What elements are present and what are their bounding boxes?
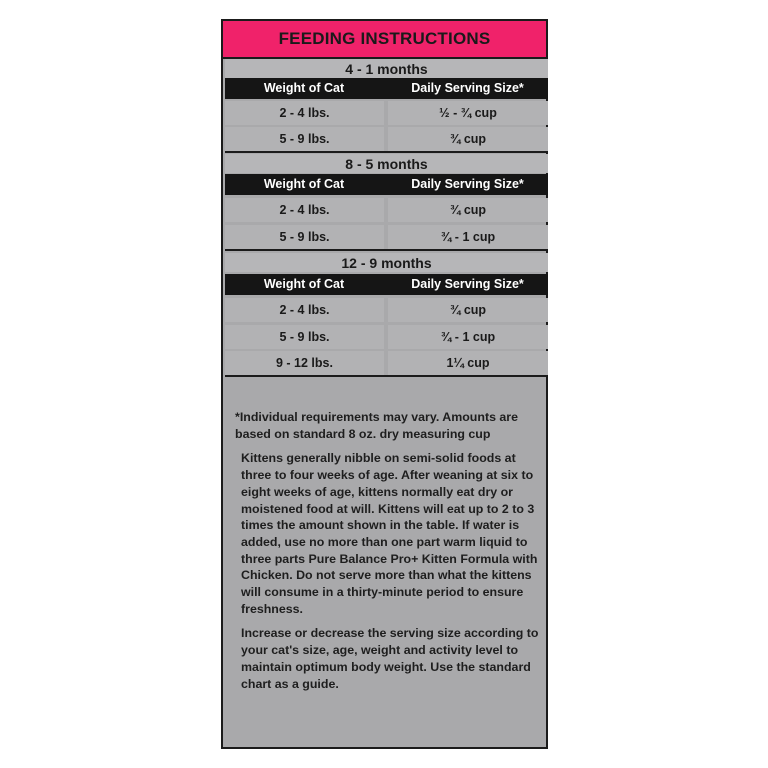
table-row [225, 127, 548, 151]
serving-cell: ¾ - 1 cup [388, 225, 548, 249]
weight-cell: 2 - 4 lbs. [225, 198, 384, 222]
column-header-row [225, 174, 548, 195]
weight-column-header: Weight of Cat [263, 81, 345, 95]
weight-cell: 9 - 12 lbs. [225, 351, 384, 375]
weight-cell: 5 - 9 lbs. [225, 225, 384, 249]
weight-cell: 5 - 9 lbs. [225, 325, 384, 349]
serving-column-header: Daily Serving Size* [411, 277, 524, 291]
serving-column-header: Daily Serving Size* [411, 177, 524, 191]
serving-cell: ¾ cup [388, 298, 548, 322]
table-row [225, 351, 548, 375]
column-header-row [225, 78, 548, 99]
row-divider [225, 375, 548, 377]
serving-cell: 1¼ cup [388, 351, 548, 375]
table-row [225, 225, 548, 249]
row-divider [225, 249, 548, 251]
table-row [225, 198, 548, 222]
serving-cell: ¾ cup [388, 198, 548, 222]
weight-column-header: Weight of Cat [263, 177, 345, 191]
weight-column-header: Weight of Cat [263, 277, 345, 291]
footnote: *Individual requirements may vary. Amounts are based on standard 8 oz. dry measuring cup [235, 410, 519, 441]
age-range-title: 12 - 9 months [225, 253, 548, 272]
age-range-title: 8 - 5 months [225, 154, 548, 173]
feeding-notes [235, 409, 541, 700]
serving-cell: ¾ cup [388, 127, 548, 151]
table-row [225, 298, 548, 322]
feeding-instructions-panel [221, 19, 548, 749]
serving-cell: ¾ - 1 cup [388, 325, 548, 349]
weight-cell: 5 - 9 lbs. [225, 127, 384, 151]
serving-cell: ½ - ¾ cup [388, 101, 548, 125]
weight-cell: 2 - 4 lbs. [225, 298, 384, 322]
adjust-serving-paragraph: Increase or decrease the serving size according to your cat's size, age, weight and activity level to maintain optimum body weight. Use the standard chart as a guide. [241, 626, 539, 691]
column-header-row [225, 274, 548, 295]
serving-column-header: Daily Serving Size* [411, 81, 524, 95]
row-divider [225, 151, 548, 153]
panel-title: FEEDING INSTRUCTIONS [223, 21, 546, 57]
kitten-feeding-paragraph: Kittens generally nibble on semi-solid foods at three to four weeks of age. After weaning at six to eight weeks of age, kittens normally eat dry or moistened food at will. Kittens will eat up to 2 to 3 times the amount shown in the table. If water is added, use no more than one part warm liquid to three parts Pure Balance Pro+ Kitten Formula with Chicken. Do not serve more than what the kittens will consume in a thirty-minute period to ensure freshness. [241, 451, 538, 616]
table-row [225, 101, 548, 125]
weight-cell: 2 - 4 lbs. [225, 101, 384, 125]
table-row [225, 325, 548, 349]
age-range-title: 4 - 1 months [225, 59, 548, 78]
